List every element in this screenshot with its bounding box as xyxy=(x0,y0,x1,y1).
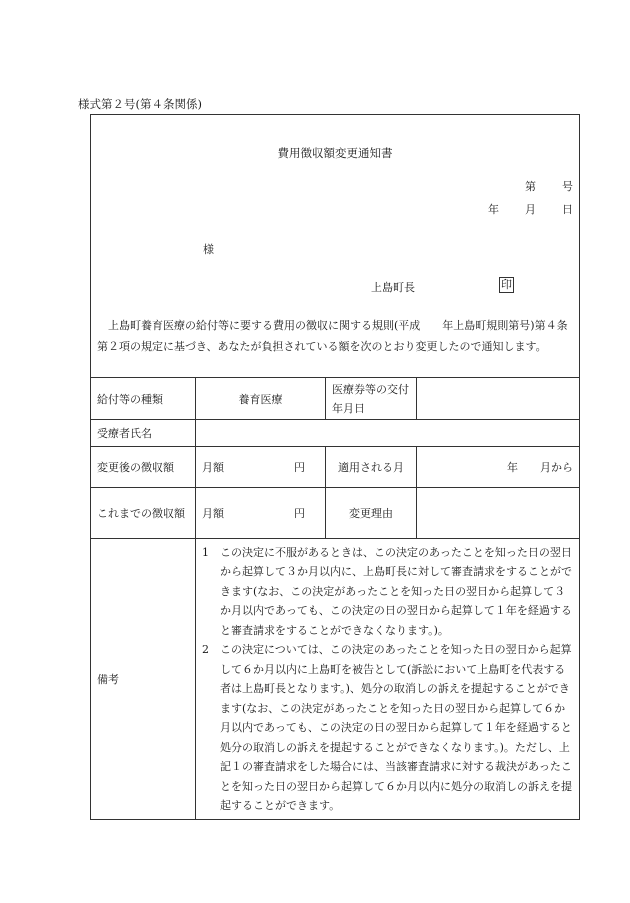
patient-name-label: 受療者氏名 xyxy=(91,420,196,447)
number-go: 号 xyxy=(562,180,573,193)
notice-form xyxy=(90,114,580,820)
certificate-date-value xyxy=(417,378,580,420)
monthly-prefix: 月額 xyxy=(202,461,224,474)
certificate-date-label: 医療券等の交付年月日 xyxy=(326,378,417,420)
list-item xyxy=(202,543,575,641)
table-row xyxy=(91,378,580,420)
previous-amount-value xyxy=(196,488,326,539)
patient-name-value xyxy=(196,420,580,447)
details-table xyxy=(90,377,580,820)
note-number: 1 xyxy=(202,545,209,559)
date-day: 日 xyxy=(562,203,573,216)
seal-mark: 印 xyxy=(501,278,512,291)
note-text: この決定については、この決定のあったことを知った日の翌日から起算して６か月以内に上島町を被告として(訴訟において上島町を代表する者は上島町長となります。)、処分の取消しの訴えを提起することができます(なお、この決定があったことを知った日の翌日から起算して６か月以内であっても、この決定の日の翌日から起算して１年を経過すると処分の取消しの訴えを提起することができなくなります。)。ただし、上記１の審査請求をした場合には、当該審査請求に対する裁決があったことを知った日の翌日から起算して６か月以内に処分の取消しの訴えを提起することができます。 xyxy=(220,643,572,812)
remarks-notes xyxy=(196,539,580,820)
issue-date xyxy=(488,201,573,217)
table-row xyxy=(91,447,580,488)
applicable-month-label: 適用される月 xyxy=(326,447,417,488)
yen-unit: 円 xyxy=(294,507,305,520)
addressee: 様 xyxy=(203,243,214,256)
change-reason-value xyxy=(417,488,580,539)
note-number: 2 xyxy=(202,643,209,656)
remarks-label: 備考 xyxy=(91,539,196,820)
applicable-year: 年 xyxy=(507,461,518,474)
applicable-month-value xyxy=(417,447,580,488)
monthly-prefix: 月額 xyxy=(202,507,224,520)
document-number xyxy=(525,178,573,194)
note-text: この決定に不服があるときは、この決定のあったことを知った日の翌日から起算して３か月以内に、上島町長に対して審査請求をすることができます(なお、この決定があったことを知った日の翌日から起算して３か月以内であっても、この決定の日の翌日から起算して１年を経過すると審査請求をすることができなくなります。)。 xyxy=(220,545,572,637)
list-item xyxy=(202,640,575,816)
yen-unit: 円 xyxy=(294,461,305,474)
number-dai: 第 xyxy=(525,180,536,193)
table-row xyxy=(91,539,580,820)
previous-amount-label: これまでの徴収額 xyxy=(91,488,196,539)
issuer: 上島町長 xyxy=(371,281,415,294)
document-title: 費用徴収額変更通知書 xyxy=(277,146,393,160)
new-amount-value xyxy=(196,447,326,488)
benefit-type-value: 養育医療 xyxy=(196,378,326,420)
form-label: 様式第２号(第４条関係) xyxy=(78,97,202,111)
benefit-type-label: 給付等の種類 xyxy=(91,378,196,420)
table-row xyxy=(91,488,580,539)
change-reason-label: 変更理由 xyxy=(326,488,417,539)
table-row xyxy=(91,420,580,447)
applicable-month-from: 月から xyxy=(540,461,573,474)
date-month: 月 xyxy=(525,203,536,216)
notice-body: 上島町養育医療の給付等に要する費用の徴収に関する規則(平成 年上島町規則第号)第４条第２項の規定に基づき、あなたが負担されている額を次のとおり変更したので通知します。 xyxy=(97,319,568,353)
date-year: 年 xyxy=(488,203,499,216)
new-amount-label: 変更後の徴収額 xyxy=(91,447,196,488)
